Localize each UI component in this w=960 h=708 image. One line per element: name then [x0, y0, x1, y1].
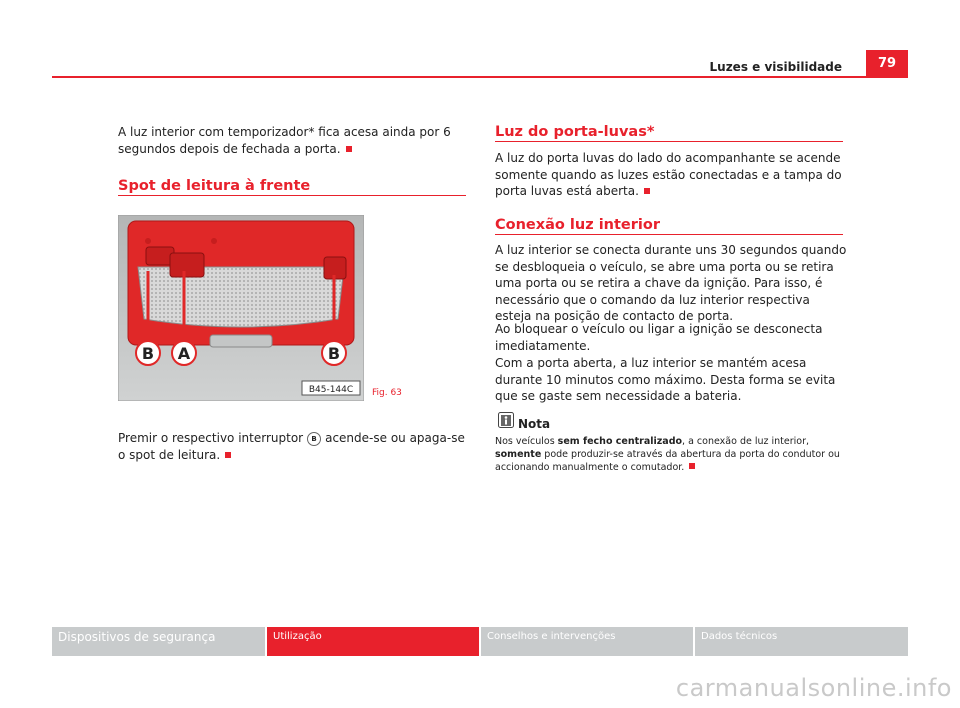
heading-rule — [118, 195, 466, 196]
note-text: Nos veículos sem fecho centralizado, a conexão de luz interior, somente pode produzir-se através da abertura da porta do condutor ou accionando manualmente o comutador. — [495, 436, 840, 473]
footer-tab-dispositivos[interactable]: Dispositivos de segurança — [52, 627, 265, 656]
conexao-paragraph-1: A luz interior se conecta durante uns 30 segundos quando se desbloqueia o veículo, se abre uma porta ou se retira uma porta ou se retira a chave da ignição. Para isso, é necessário que o comando da luz interior respectiva esteja na posição de contacto de porta. — [495, 243, 847, 323]
conexao-paragraph-3: Com a porta aberta, a luz interior se mantém acesa durante 10 minutos como máximo. Desta forma se evita que se gaste sem necessidade a bateria. — [495, 356, 836, 403]
end-marker-icon — [689, 463, 695, 469]
section-title: Luzes e visibilidade — [709, 60, 842, 74]
heading-rule — [495, 141, 843, 142]
footer-tab-conselhos[interactable]: Conselhos e intervenções — [481, 627, 693, 656]
switch-paragraph: Premir o respectivo interruptor B acende-se ou apaga-se o spot de leitura. — [118, 431, 465, 462]
page-number: 79 — [866, 50, 908, 78]
end-marker-icon — [644, 188, 650, 194]
glovebox-paragraph: A luz do porta luvas do lado do acompanhante se acende somente quando as luzes estão conectadas e a tampa do porta luvas está aberta. — [495, 151, 842, 198]
heading-porta-luvas: Luz do porta-luvas* — [495, 124, 655, 140]
heading-rule — [495, 234, 843, 235]
figure-code: B45-144C — [308, 385, 354, 395]
intro-paragraph: A luz interior com temporizador* fica acesa ainda por 6 segundos depois de fechada a porta. — [118, 125, 451, 156]
callout-b-left-label: B — [141, 344, 155, 363]
conexao-paragraph-2: Ao bloquear o veículo ou ligar a ignição se desconecta imediatamente. — [495, 322, 823, 353]
end-marker-icon — [346, 146, 352, 152]
end-marker-icon — [225, 452, 231, 458]
note-icon — [498, 412, 514, 428]
ceiling-light-illustration — [118, 215, 364, 401]
reference-b-icon: B — [307, 432, 321, 446]
heading-conexao: Conexão luz interior — [495, 217, 660, 233]
header-rule — [52, 76, 908, 78]
footer-tab-utilizacao[interactable]: Utilização — [267, 627, 479, 656]
footer-tab-dados[interactable]: Dados técnicos — [695, 627, 908, 656]
note-title: Nota — [518, 417, 551, 431]
figure-63 — [118, 215, 364, 401]
callout-b-right-label: B — [327, 344, 341, 363]
figure-caption: Fig. 63 — [372, 388, 402, 398]
heading-spot-leitura: Spot de leitura à frente — [118, 178, 311, 194]
callout-a-label: A — [177, 344, 191, 363]
watermark: carmanualsonline.info — [675, 674, 952, 702]
